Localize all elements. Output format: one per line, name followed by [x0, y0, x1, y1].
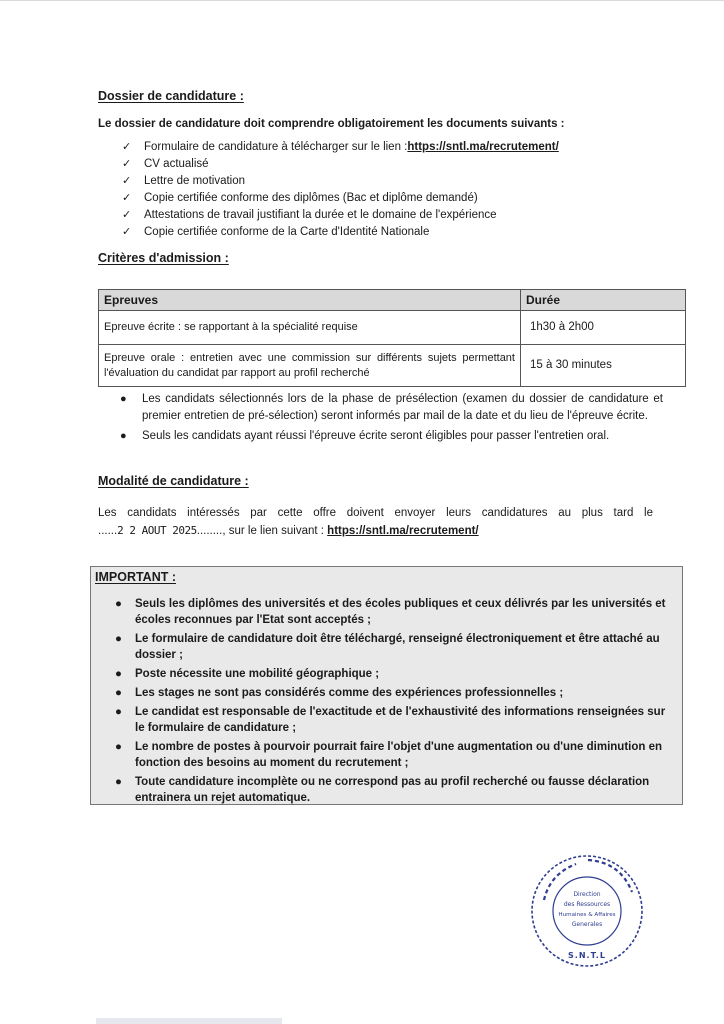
bullet-icon: ● — [115, 687, 122, 699]
list-item-text: Seuls les candidats ayant réussi l'épreuve écrite seront éligibles pour passer l'entretien oral. — [142, 430, 610, 442]
list-item — [122, 224, 559, 241]
bullet-icon: ● — [115, 706, 122, 718]
page-top-border — [0, 0, 724, 1]
list-item — [115, 774, 670, 806]
table-row — [99, 311, 686, 345]
list-item-text: Copie certifiée conforme des diplômes (Bac et diplôme demandé) — [144, 192, 478, 204]
sntl-stamp — [528, 852, 646, 970]
bullet-icon: ● — [115, 776, 122, 788]
list-item — [115, 631, 670, 663]
dossier-intro: Le dossier de candidature doit comprendre obligatoirement les documents suivants : — [98, 118, 565, 130]
modalite-text-line1: Les candidats intéressés par cette offre doivent envoyer leurs candidatures au plus tard le — [98, 507, 653, 519]
epreuves-table — [98, 289, 686, 387]
recrutement-link[interactable]: https://sntl.ma/recrutement/ — [407, 141, 559, 153]
scan-artifact — [96, 1018, 282, 1024]
modalite-title: Modalité de candidature : — [98, 474, 249, 488]
list-item-text: Formulaire de candidature à télécharger sur le lien : — [144, 141, 408, 153]
stamp-line: des Ressources — [563, 901, 611, 908]
important-list — [115, 596, 670, 809]
bullet-icon: ● — [115, 741, 122, 753]
list-item-text: Le nombre de postes à pourvoir pourrait faire l'objet d'une augmentation ou d'une diminution en fonction des besoins au moment du recrutement ; — [135, 741, 663, 769]
list-item — [115, 685, 670, 701]
list-item — [122, 207, 559, 224]
stamp-bottom-label: S.N.T.L — [568, 951, 606, 960]
table-cell: 15 à 30 minutes — [521, 345, 686, 387]
dots-after: ........, — [196, 525, 226, 537]
list-item — [118, 391, 663, 425]
stamp-inner-ring — [553, 877, 621, 945]
check-icon: ✓ — [122, 226, 132, 238]
table-cell: Epreuve orale : entretien avec une commission sur différents sujets permettant l'évaluation du candidat par rapport au profil recherché — [99, 345, 521, 387]
check-icon: ✓ — [122, 209, 132, 221]
list-item-text: Le formulaire de candidature doit être téléchargé, renseigné électroniquement et être attaché au dossier ; — [135, 633, 660, 661]
bullet-icon: ● — [120, 393, 127, 405]
stamp-outer-ring — [532, 856, 642, 966]
list-item-text: Seuls les diplômes des universités et des écoles publiques et ceux délivrés par les universités et écoles reconnues par l'Etat sont acceptés ; — [135, 598, 666, 626]
check-icon: ✓ — [122, 175, 132, 187]
column-header-epreuves: Epreuves — [99, 290, 521, 311]
bullet-icon: ● — [115, 668, 122, 680]
bullet-icon: ● — [120, 430, 127, 442]
list-item — [115, 739, 670, 771]
table-cell: Epreuve écrite : se rapportant à la spécialité requise — [99, 311, 521, 345]
list-item-text: Poste nécessite une mobilité géographique ; — [135, 668, 380, 680]
list-item — [122, 139, 559, 156]
criteres-notes — [118, 391, 663, 448]
stamp-line: Humaines & Affaires — [558, 912, 616, 918]
list-item-text: Les stages ne sont pas considérés comme des expériences professionnelles ; — [135, 687, 564, 699]
stamp-line: Generales — [571, 921, 603, 928]
important-box — [90, 566, 683, 805]
important-title: IMPORTANT : — [95, 570, 177, 584]
criteres-title: Critères d'admission : — [98, 251, 229, 265]
table-row — [99, 345, 686, 387]
table-header-row — [99, 290, 686, 311]
modalite-mid-text: sur le lien suivant : — [225, 525, 328, 537]
dossier-title: Dossier de candidature : — [98, 89, 244, 103]
list-item-text: Le candidat est responsable de l'exactitude et de l'exhaustivité des informations renseignées sur le formulaire de candidature ; — [135, 706, 666, 734]
bullet-icon: ● — [115, 598, 122, 610]
list-item-text: Copie certifiée conforme de la Carte d'Identité Nationale — [144, 226, 430, 238]
column-header-duree: Durée — [521, 290, 686, 311]
document-checklist — [122, 139, 559, 241]
list-item — [122, 190, 559, 207]
date-stamp: 2 2 AOUT 2025 — [117, 524, 197, 537]
list-item — [122, 173, 559, 190]
check-icon: ✓ — [122, 141, 132, 153]
list-item — [115, 666, 670, 682]
list-item — [122, 156, 559, 173]
check-icon: ✓ — [122, 158, 132, 170]
list-item-text: CV actualisé — [144, 158, 209, 170]
recrutement-link[interactable]: https://sntl.ma/recrutement/ — [327, 525, 479, 537]
list-item-text: Lettre de motivation — [144, 175, 246, 187]
bullet-icon: ● — [115, 633, 122, 645]
list-item — [118, 428, 663, 445]
dots-before: ...... — [98, 525, 118, 537]
list-item-text: Les candidats sélectionnés lors de la phase de présélection (examen du dossier de candidature et premier entretien de pré-sélection) seront informés par mail de la date et du lieu de l'épreuve écrite. — [142, 393, 663, 422]
list-item — [115, 596, 670, 628]
check-icon: ✓ — [122, 192, 132, 204]
list-item-text: Attestations de travail justifiant la durée et le domaine de l'expérience — [144, 209, 497, 221]
modalite-text-line2 — [98, 522, 479, 540]
table-cell: 1h30 à 2h00 — [521, 311, 686, 345]
list-item-text: Toute candidature incomplète ou ne correspond pas au profil recherché ou fausse déclaration entrainera un rejet automatique. — [135, 776, 650, 804]
stamp-line: Direction — [573, 891, 601, 898]
list-item — [115, 704, 670, 736]
